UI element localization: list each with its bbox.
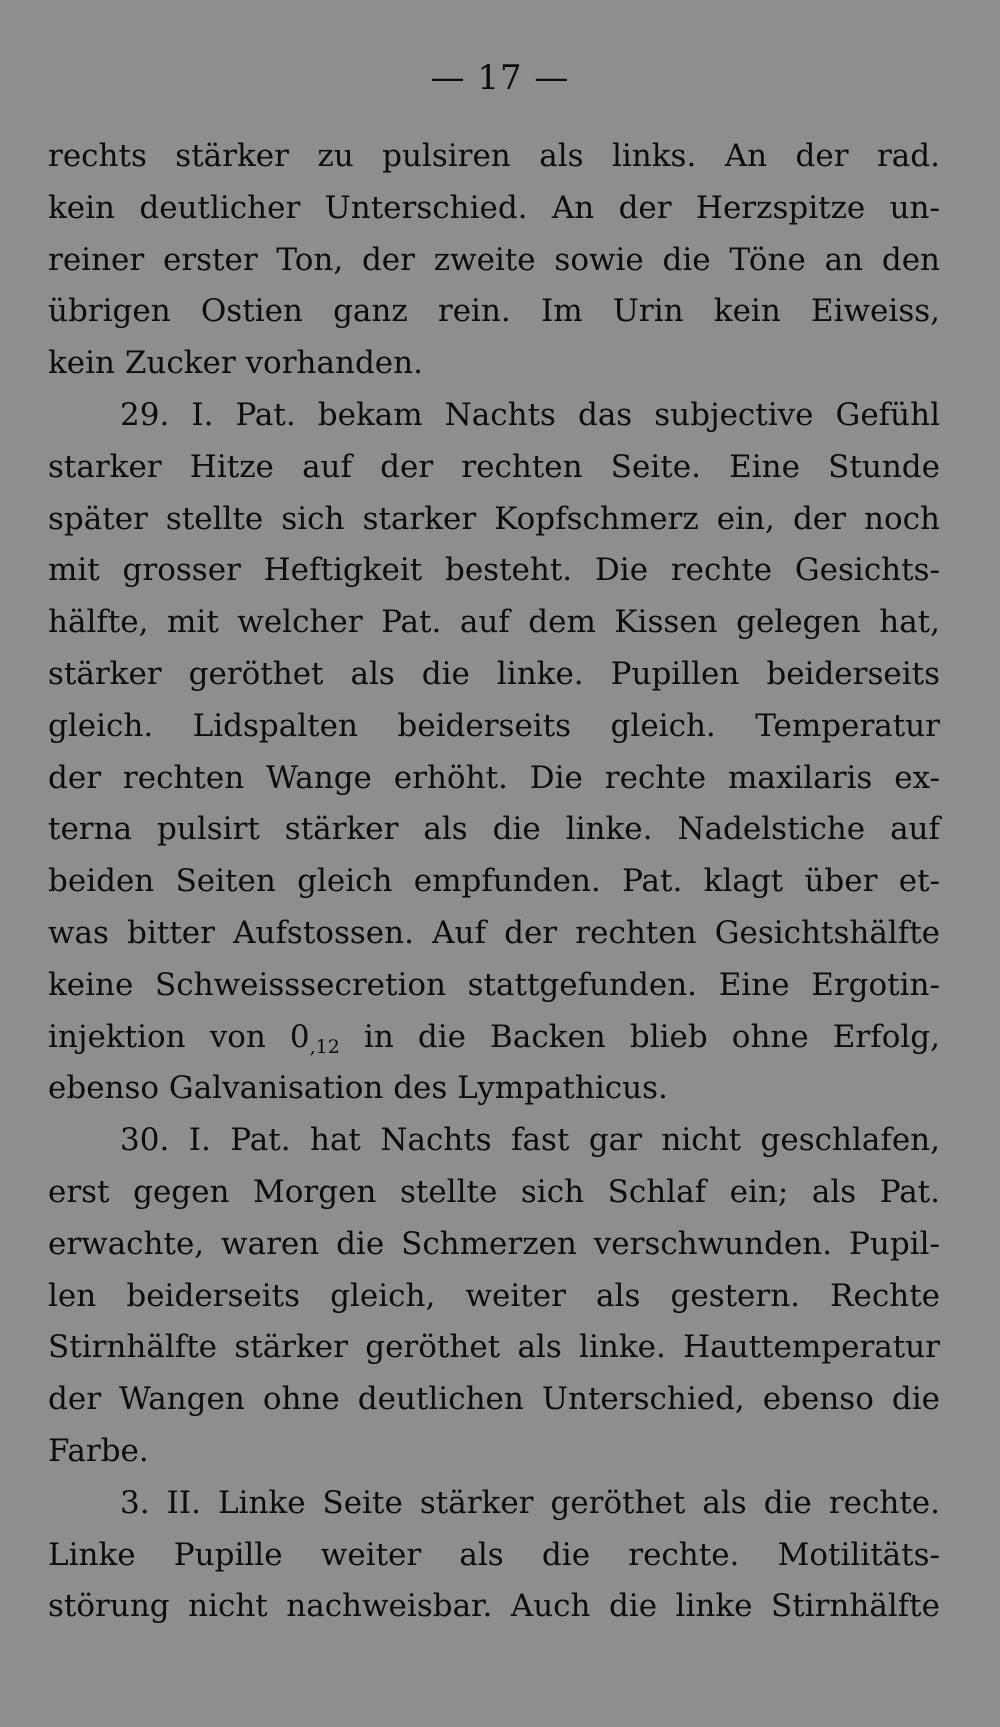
text-line: übrigen Ostien ganz rein. Im Urin kein Eiweiss, bbox=[48, 293, 940, 330]
text-line: keine Schweisssecretion stattgefunden. Eine Ergotin- bbox=[48, 966, 940, 1003]
text-line: stärker geröthet als die linke. Pupillen beiderseits bbox=[48, 655, 940, 692]
text-line: erst gegen Morgen stellte sich Schlaf ein; als Pat. bbox=[48, 1173, 940, 1210]
text-line: beiden Seiten gleich empfunden. Pat. klagt über et- bbox=[48, 863, 940, 900]
text-line: gleich. Lidspalten beiderseits gleich. Temperatur bbox=[48, 707, 940, 744]
text-line: 29. I. Pat. bekam Nachts das subjective Gefühl bbox=[120, 396, 940, 433]
body-text bbox=[48, 131, 940, 1633]
text-line: Linke Pupille weiter als die rechte. Motilitäts- bbox=[48, 1536, 940, 1573]
text-line: der Wangen ohne deutlichen Unterschied, ebenso die bbox=[48, 1381, 940, 1418]
text-segment: injektion von 0 bbox=[48, 1018, 310, 1055]
text-line: rechts stärker zu pulsiren als links. An der rad. bbox=[48, 138, 940, 174]
text-line: 3. II. Linke Seite stärker geröthet als die rechte. bbox=[120, 1484, 940, 1521]
page-number: — 17 — bbox=[430, 58, 570, 98]
text-line: später stellte sich starker Kopfschmerz ein, der noch bbox=[48, 500, 940, 537]
text-line: starker Hitze auf der rechten Seite. Eine Stunde bbox=[48, 448, 940, 485]
text-line: Stirnhälfte stärker geröthet als linke. Hauttemperatur bbox=[48, 1329, 940, 1366]
text-line: terna pulsirt stärker als die linke. Nadelstiche auf bbox=[48, 811, 940, 848]
text-line: len beiderseits gleich, weiter als gestern. Rechte bbox=[48, 1277, 940, 1314]
text-line: mit grosser Heftigkeit besteht. Die rechte Gesichts- bbox=[48, 552, 940, 589]
text-line: was bitter Aufstossen. Auf der rechten Gesichtshälfte bbox=[48, 914, 940, 951]
text-line: ebenso Galvanisation des Lympathicus. bbox=[48, 1070, 668, 1107]
text-line: erwachte, waren die Schmerzen verschwunden. Pupil- bbox=[48, 1225, 940, 1262]
text-line: der rechten Wange erhöht. Die rechte maxilaris ex- bbox=[48, 759, 940, 796]
text-line: reiner erster Ton, der zweite sowie die Töne an den bbox=[48, 241, 940, 278]
text-line: 30. I. Pat. hat Nachts fast gar nicht geschlafen, bbox=[120, 1122, 940, 1159]
text-line: störung nicht nachweisbar. Auch die linke Stirnhälfte bbox=[48, 1588, 940, 1625]
text-line bbox=[48, 1012, 940, 1064]
text-line: hälfte, mit welcher Pat. auf dem Kissen gelegen hat, bbox=[48, 604, 940, 641]
text-segment: in die Backen blieb ohne Erfolg, bbox=[339, 1018, 940, 1055]
text-line: Farbe. bbox=[48, 1432, 149, 1469]
text-line: kein Zucker vorhanden. bbox=[48, 345, 423, 382]
subscript: ,12 bbox=[309, 1035, 340, 1058]
text-line: kein deutlicher Unterschied. An der Herzspitze un- bbox=[48, 189, 940, 226]
